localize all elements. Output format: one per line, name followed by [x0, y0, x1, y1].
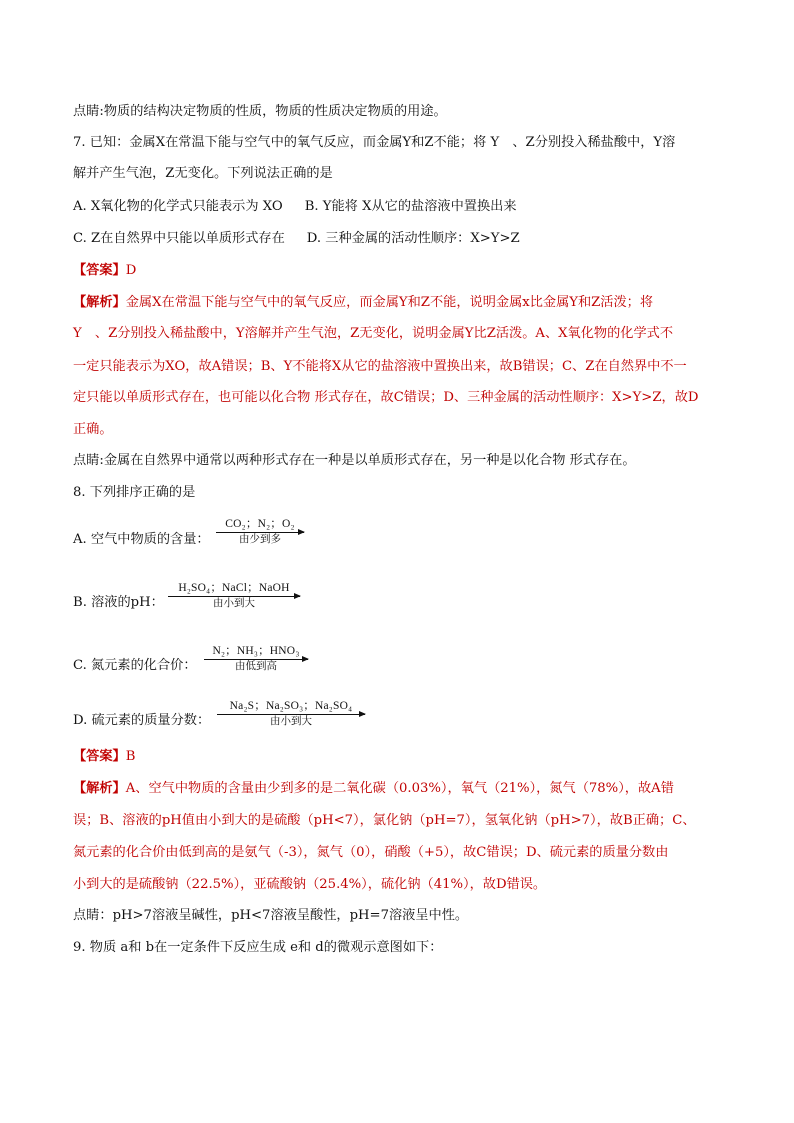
q8-option-d-label: D. 硫元素的质量分数：: [73, 713, 211, 728]
q8-option-c-arrow: [204, 645, 308, 673]
answer-label: 【答案】: [73, 263, 126, 278]
q7-option-c: C. Z在自然界中只能以单质形式存在: [73, 231, 285, 246]
arrow-bottom-text: 由小到大: [270, 715, 312, 727]
q7-options-cd: [73, 230, 520, 248]
arrow-line: [217, 714, 365, 715]
q8-stem: 8. 下列排序正确的是: [73, 485, 196, 500]
arrow-top-text: CO₂；N₂；O₂: [225, 518, 295, 530]
analysis-label: 【解析】: [73, 781, 126, 796]
q7-stem-line2: 解并产生气泡，Z无变化。下列说法正确的是: [73, 166, 333, 181]
q8-note: [73, 907, 468, 925]
arrow-bottom-text: 由少到多: [239, 533, 281, 545]
q8-analysis-line2: 误；B、溶液的pH值由小到大的是硫酸（pH<7），氯化钠（pH=7），氢氧化钠（pH>7），故B正确；C、: [73, 813, 696, 828]
q7-option-d: D. 三种金属的活动性顺序：X>Y>Z: [306, 231, 520, 246]
note-label: 点睛：: [73, 908, 113, 923]
q8-option-b-arrow: [168, 582, 300, 610]
q8-option-d-arrow: [217, 700, 365, 728]
note-text: 金属在自然界中通常以两种形式存在一种是以单质形式存在，另一种是以化合物 形式存在。: [103, 453, 636, 468]
arrow-top-text: N₂；NH₃；HNO₃: [212, 645, 300, 657]
arrow-top-text: H₂SO₄；NaCl；NaOH: [178, 582, 290, 594]
q8-option-c-label: C. 氮元素的化合价：: [73, 658, 197, 673]
note-line: [73, 103, 447, 121]
q7-analysis-line3: 一定只能表示为XO，故A错误；B、Y不能将X从它的盐溶液中置换出来，故B错误；C、Z在自然界中不一: [73, 359, 687, 374]
q7-analysis-line1: [73, 294, 653, 312]
analysis-text: A、空气中物质的含量由少到多的是二氧化碳（0.03%），氧气（21%），氮气（78%），故A错: [125, 781, 674, 796]
q8-answer: [73, 748, 135, 766]
q8-analysis-line3: 氮元素的化合价由低到高的是氨气（-3），氮气（0），硝酸（+5），故C错误；D、硫元素的质量分数由: [73, 845, 669, 860]
arrow-line: [216, 532, 304, 533]
note-label: 点睛:: [73, 453, 104, 468]
answer-value: B: [125, 749, 136, 764]
q7-analysis-line4: 定只能以单质形式存在，也可能以化合物 形式存在，故C错误；D、三种金属的活动性顺序：X>Y>Z，故D: [73, 390, 699, 405]
q8-analysis-line1: [73, 780, 674, 798]
q7-stem-line1: 7. 已知：金属X在常温下能与空气中的氧气反应，而金属Y和Z不能；将 Y 、Z分别投入稀盐酸中，Y溶: [73, 135, 676, 150]
answer-label: 【答案】: [73, 749, 126, 764]
q8-option-b-label: B. 溶液的pH：: [73, 595, 164, 610]
arrow-line: [168, 596, 300, 597]
answer-value: D: [125, 263, 137, 278]
arrow-bottom-text: 由小到大: [213, 597, 255, 609]
q7-option-a: A. X氧化物的化学式只能表示为 XO: [73, 199, 283, 214]
analysis-label: 【解析】: [73, 295, 126, 310]
q8-option-a-label: A. 空气中物质的含量：: [73, 532, 210, 547]
arrow-bottom-text: 由低到高: [235, 660, 277, 672]
q7-analysis-line5: 正确。: [73, 422, 113, 437]
q8-option-a-arrow: [216, 518, 304, 546]
q7-options-ab: [73, 198, 517, 216]
arrow-top-text: Na₂S；Na₂SO₃；Na₂SO₄: [229, 700, 353, 712]
analysis-text: 金属X在常温下能与空气中的氧气反应，而金属Y和Z不能，说明金属x比金属Y和Z活泼；将: [125, 295, 654, 310]
q7-option-b: B. Y能将 X从它的盐溶液中置换出来: [304, 199, 517, 214]
note-text: 物质的结构决定物质的性质，物质的性质决定物质的用途。: [103, 104, 447, 119]
q7-analysis-line2: Y 、Z分别投入稀盐酸中，Y溶解并产生气泡，Z无变化，说明金属Y比Z活泼。A、X氧化物的化学式不: [73, 326, 674, 341]
q7-note: [73, 452, 636, 470]
note-text: pH>7溶液呈碱性，pH<7溶液呈酸性，pH=7溶液呈中性。: [112, 908, 469, 923]
q9-stem: 9. 物质 a和 b在一定条件下反应生成 e和 d的微观示意图如下：: [73, 940, 443, 955]
q8-analysis-line4: 小到大的是硫酸钠（22.5%），亚硫酸钠（25.4%），硫化钠（41%），故D错误。: [73, 877, 547, 892]
note-label: 点睛:: [73, 104, 104, 119]
q7-answer: [73, 262, 136, 280]
arrow-line: [204, 659, 308, 660]
